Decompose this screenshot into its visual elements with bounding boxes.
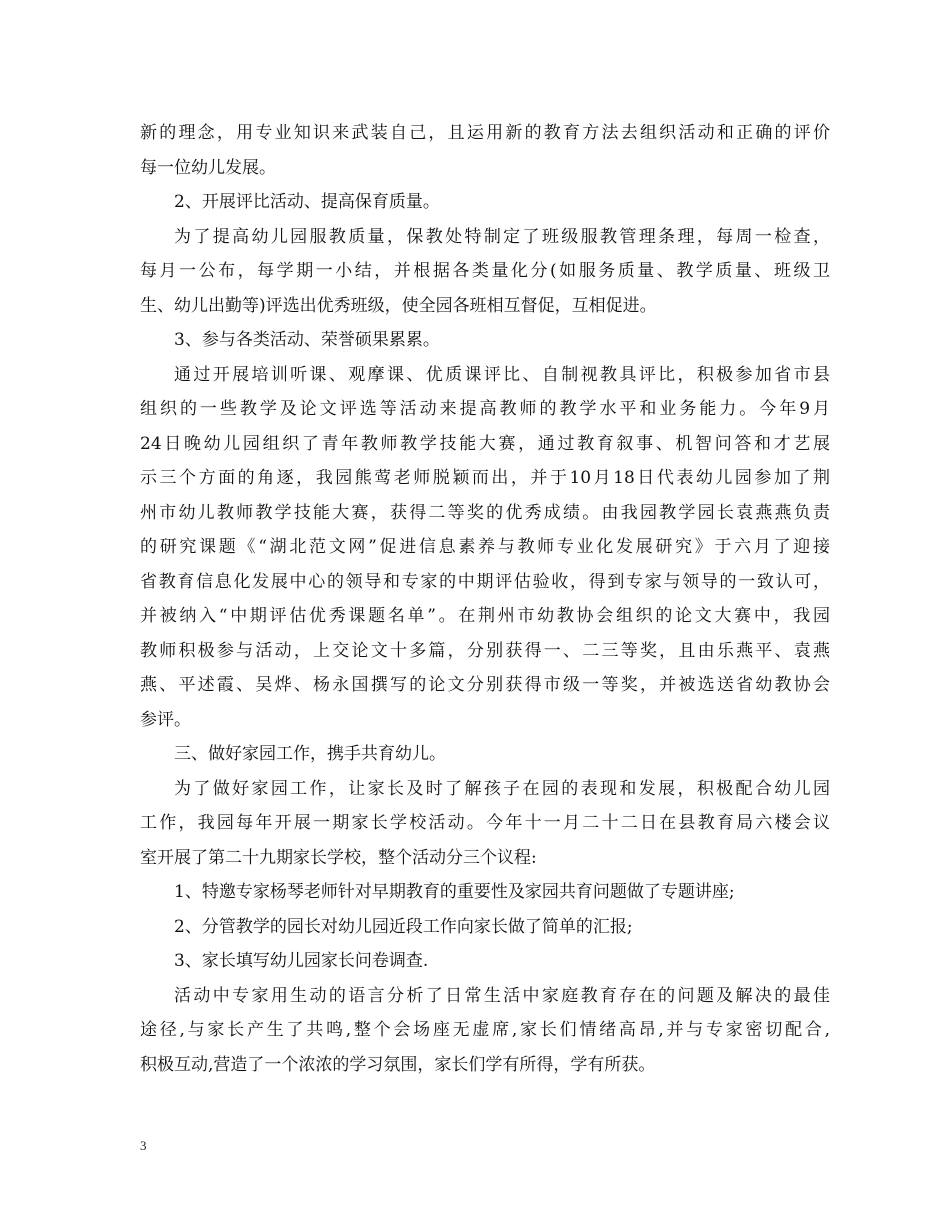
text-line: 组织的一些教学及论文评选等活动来提高教师的教学水平和业务能力。今年9月 [140, 399, 830, 419]
page-number: 3 [140, 1138, 147, 1153]
text-line: 通过开展培训听课、观摩课、优质课评比、自制视教具评比，积极参加省市县 [174, 364, 830, 385]
text-line: 参评。 [140, 709, 191, 730]
section-heading: 3、参与各类活动、荣誉硕果累累。 [174, 330, 440, 350]
section-heading: 三、做好家园工作，携手共育幼儿。 [174, 744, 446, 764]
text-line: 活动中专家用生动的语言分析了日常生活中家庭教育存在的问题及解决的最佳 [174, 985, 830, 1006]
text-line: 为了做好家园工作，让家长及时了解孩子在园的表现和发展，积极配合幼儿园 [174, 778, 830, 799]
text-line: 示三个方面的角逐，我园熊莺老师脱颖而出，并于10月18日代表幼儿园参加了荆 [140, 468, 830, 488]
body-text [140, 116, 830, 1082]
list-item: 3、家长填写幼儿园家长问卷调查. [174, 951, 429, 971]
text-line: 室开展了第二十九期家长学校，整个活动分三个议程: [140, 847, 537, 868]
text-line: 教师积极参与活动，上交论文十多篇，分别获得一、二三等奖，且由乐燕平、袁燕 [140, 640, 830, 661]
text-line: 每一位幼儿发展。 [140, 157, 276, 178]
text-line: 的研究课题《“湖北范文网”促进信息素养与教师专业化发展研究》于六月了迎接 [140, 537, 830, 557]
text-line: 并被纳入“中期评估优秀课题名单”。在荆州市幼教协会组织的论文大赛中，我园 [140, 606, 830, 626]
text-line: 省教育信息化发展中心的领导和专家的中期评估验收，得到专家与领导的一致认可， [140, 571, 830, 592]
text-line: 州市幼儿教师教学技能大赛，获得二等奖的优秀成绩。由我园教学园长袁燕燕负责 [140, 502, 830, 523]
text-line: 积极互动,营造了一个浓浓的学习氛围，家长们学有所得，学有所获。 [140, 1054, 656, 1075]
text-line: 每月一公布，每学期一小结，并根据各类量化分(如服务质量、教学质量、班级卫 [140, 261, 830, 281]
list-item: 2、分管教学的园长对幼儿园近段工作向家长做了简单的汇报; [174, 916, 633, 937]
list-item: 1、特邀专家杨琴老师针对早期教育的重要性及家园共育问题做了专题讲座; [174, 882, 735, 902]
text-line: 燕、平述霞、吴烨、杨永国撰写的论文分别获得市级一等奖，并被选送省幼教协会 [140, 675, 830, 695]
text-line: 为了提高幼儿园服教质量，保教处特制定了班级服教管理条理，每周一检查， [174, 226, 830, 247]
text-line: 新的理念，用专业知识来武装自己，且运用新的教育方法去组织活动和正确的评价 [140, 123, 830, 143]
section-heading: 2、开展评比活动、提高保育质量。 [174, 192, 440, 212]
text-line: 工作，我园每年开展一期家长学校活动。今年十一月二十二日在县教育局六楼会议 [140, 813, 830, 833]
text-line: 途径,与家长产生了共鸣,整个会场座无虚席,家长们情绪高昂,并与专家密切配合, [140, 1020, 830, 1040]
text-line: 生、幼儿出勤等)评选出优秀班级，使全园各班相互督促，互相促进。 [140, 295, 657, 316]
text-line: 24日晚幼儿园组织了青年教师教学技能大赛，通过教育叙事、机智问答和才艺展 [140, 433, 830, 454]
